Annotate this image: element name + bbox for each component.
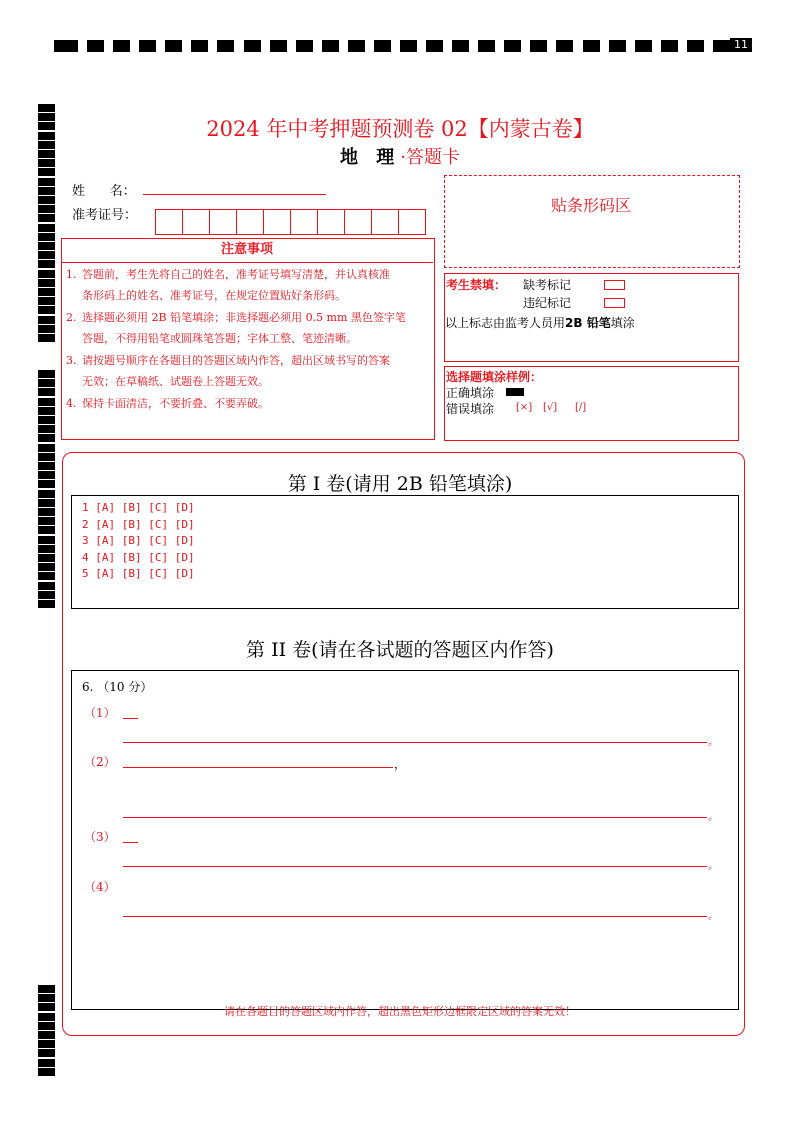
- timing-mark: [661, 40, 678, 52]
- timing-mark: [139, 40, 156, 52]
- side-timing-mark: [38, 994, 55, 1002]
- side-timing-mark: [38, 187, 55, 195]
- comma-mark: ，: [394, 757, 407, 771]
- part-4-label: （4）: [84, 880, 116, 894]
- free-response-box: [71, 670, 739, 1010]
- side-timing-mark: [38, 434, 55, 442]
- barcode-label: 贴条形码区: [550, 196, 631, 215]
- side-timing-mark: [38, 1022, 55, 1030]
- side-timing-mark: [38, 517, 55, 525]
- side-timing-mark: [38, 416, 55, 424]
- side-timing-mark: [38, 325, 55, 333]
- timing-mark: [270, 40, 287, 52]
- timing-mark: [374, 40, 391, 52]
- wrong-fill-label: 错误填涂: [446, 402, 495, 416]
- side-timing-mark: [38, 214, 55, 222]
- part-1-blank[interactable]: [123, 718, 138, 719]
- timing-mark: [191, 40, 208, 52]
- part-3-label: （3）: [84, 830, 116, 844]
- side-timing-mark: [38, 508, 55, 516]
- timing-mark: [713, 40, 730, 52]
- side-timing-mark: [38, 526, 55, 534]
- mc-question-1[interactable]: 1 [A] [B] [C] [D]: [82, 501, 195, 514]
- notice-item-4: 4. 保持卡面清洁，不要折叠、不要弄破。: [66, 397, 269, 410]
- exam-id-boxes[interactable]: [156, 209, 426, 235]
- side-timing-mark: [38, 1068, 55, 1076]
- absent-mark-label: 缺考标记: [523, 278, 572, 292]
- timing-mark: [87, 40, 104, 52]
- part-2-answer-line[interactable]: [123, 817, 707, 818]
- side-timing-mark: [38, 196, 55, 204]
- exam-id-digit-box[interactable]: [209, 209, 237, 235]
- forbidden-label: 考生禁填：: [446, 278, 507, 292]
- page-number: 11: [730, 38, 752, 52]
- side-timing-mark: [38, 104, 55, 112]
- side-timing-mark: [38, 297, 55, 305]
- part-2-label: （2）: [84, 755, 116, 769]
- part-1-answer-line[interactable]: [123, 742, 707, 743]
- side-timing-mark: [38, 270, 55, 278]
- exam-id-digit-box[interactable]: [236, 209, 264, 235]
- side-timing-mark: [38, 425, 55, 433]
- exam-id-digit-box[interactable]: [290, 209, 318, 235]
- side-timing-mark: [38, 251, 55, 259]
- name-label: 姓 名：: [72, 184, 136, 199]
- end-mark: 。: [708, 861, 718, 872]
- side-timing-mark: [38, 178, 55, 186]
- side-timing-mark: [38, 444, 55, 452]
- side-timing-mark: [38, 1059, 55, 1067]
- side-timing-mark: [38, 536, 55, 544]
- timing-mark: [322, 40, 339, 52]
- side-timing-mark: [38, 398, 55, 406]
- end-mark: 。: [708, 812, 718, 823]
- answer-sheet-subtitle: [0, 143, 800, 169]
- timing-mark: [113, 40, 130, 52]
- wrong-fill-cross: [×]: [516, 402, 533, 413]
- side-timing-mark: [38, 334, 55, 342]
- notice-item-2: 2. 选择题必须用 2B 铅笔填涂；非选择题必须用 0.5 mm 黑色签字笔 答题，不得用铅笔或圆珠笔答题；字体工整、笔迹清晰。: [66, 311, 406, 345]
- timing-mark: [609, 40, 626, 52]
- side-timing-mark: [38, 168, 55, 176]
- side-timing-mark: [38, 600, 55, 608]
- timing-mark: [54, 40, 78, 52]
- timing-mark: [165, 40, 182, 52]
- exam-id-digit-box[interactable]: [182, 209, 210, 235]
- timing-mark: [217, 40, 234, 52]
- side-timing-mark: [38, 306, 55, 314]
- side-timing-mark: [38, 582, 55, 590]
- timing-mark: [244, 40, 261, 52]
- side-timing-mark: [38, 563, 55, 571]
- absent-mark-box[interactable]: [604, 280, 625, 290]
- timing-mark: [530, 40, 547, 52]
- mc-question-4[interactable]: 4 [A] [B] [C] [D]: [82, 550, 195, 564]
- side-timing-mark: [38, 233, 55, 241]
- notice-item-1: 1. 答题前，考生先将自己的姓名，准考证号填写清楚，并认真核准 条形码上的姓名、准考证号，在规定位置贴好条形码。: [66, 268, 390, 302]
- mc-question-2[interactable]: 2 [A] [B] [C] [D]: [82, 517, 195, 531]
- fill-sample-label: 选择题填涂样例：: [446, 370, 543, 384]
- violation-mark-box[interactable]: [604, 298, 625, 308]
- timing-mark: [452, 40, 469, 52]
- side-timing-mark: [38, 379, 55, 387]
- side-timing-mark: [38, 985, 55, 993]
- timing-mark: [348, 40, 365, 52]
- timing-mark: [583, 40, 600, 52]
- side-timing-mark: [38, 591, 55, 599]
- side-timing-mark: [38, 453, 55, 461]
- correct-fill-sample: [506, 388, 524, 396]
- timing-mark: [556, 40, 573, 52]
- violation-mark-label: 违纪标记: [523, 296, 572, 310]
- part-4-answer-line[interactable]: [123, 916, 707, 917]
- notice-heading: 注意事项: [61, 238, 433, 263]
- subtitle-suffix: ·答题卡: [400, 147, 460, 168]
- exam-id-digit-box[interactable]: [317, 209, 345, 235]
- side-timing-mark: [38, 1040, 55, 1048]
- timing-mark: [296, 40, 313, 52]
- side-timing-mark: [38, 407, 55, 415]
- end-mark: 。: [708, 737, 718, 748]
- correct-fill-label: 正确填涂: [446, 386, 495, 400]
- side-timing-mark: [38, 1049, 55, 1057]
- top-timing-marks: [54, 40, 730, 52]
- notice-item-3: 3. 请按题号顺序在各题目的答题区域内作答，超出区域书写的答案 无效；在草稿纸、试题卷上答题无效。: [66, 354, 390, 388]
- name-field[interactable]: [143, 193, 326, 195]
- side-timing-mark: [38, 316, 55, 324]
- mc-question-5[interactable]: 5 [A] [B] [C] [D]: [82, 567, 195, 580]
- side-timing-mark: [38, 545, 55, 553]
- side-timing-mark: [38, 205, 55, 213]
- barcode-area: [444, 175, 740, 268]
- side-timing-mark: [38, 572, 55, 580]
- end-mark: 。: [708, 911, 718, 922]
- timing-mark: [687, 40, 704, 52]
- section-1-title: 第 I 卷(请用 2B 铅笔填涂): [287, 473, 513, 495]
- side-timing-mark: [38, 224, 55, 232]
- wrong-fill-slash: [/]: [575, 402, 587, 413]
- exam-id-digit-box[interactable]: [263, 209, 291, 235]
- side-timing-mark: [38, 242, 55, 250]
- side-timing-mark: [38, 388, 55, 396]
- footer-warning: 请在各题目的答题区域内作答，超出黑色矩形边框限定区域的答案无效！: [224, 1005, 576, 1018]
- timing-mark: [478, 40, 495, 52]
- exam-id-digit-box[interactable]: [398, 209, 426, 235]
- part-3-answer-line[interactable]: [123, 866, 707, 867]
- mc-question-3[interactable]: 3 [A] [B] [C] [D]: [82, 534, 195, 547]
- section-2-title: 第 II 卷(请在各试题的答题区内作答): [246, 639, 554, 661]
- side-timing-mark: [38, 288, 55, 296]
- timing-mark: [426, 40, 443, 52]
- subject-name: 地 理: [339, 147, 401, 168]
- proctor-note: 以上标志由监考人员用2B 铅笔填涂: [445, 316, 635, 330]
- timing-mark: [635, 40, 652, 52]
- timing-mark: [504, 40, 521, 52]
- side-timing-mark: [38, 554, 55, 562]
- exam-id-label: 准考证号：: [72, 208, 138, 223]
- part-3-blank[interactable]: [123, 842, 138, 843]
- part-2-blank[interactable]: [123, 767, 393, 768]
- part-1-label: （1）: [84, 706, 116, 720]
- side-timing-mark: [38, 499, 55, 507]
- side-timing-mark: [38, 1031, 55, 1039]
- exam-id-digit-box[interactable]: [371, 209, 399, 235]
- question-6-label: 6. （10 分）: [82, 680, 153, 694]
- timing-mark: [400, 40, 417, 52]
- side-timing-mark: [38, 370, 55, 378]
- side-timing-mark: [38, 260, 55, 268]
- wrong-fill-check: [√]: [543, 402, 558, 413]
- exam-id-digit-box[interactable]: [155, 209, 183, 235]
- exam-id-digit-box[interactable]: [344, 209, 372, 235]
- side-timing-mark: [38, 279, 55, 287]
- exam-title: 2024 年中考押题预测卷 02【内蒙古卷】: [206, 117, 594, 141]
